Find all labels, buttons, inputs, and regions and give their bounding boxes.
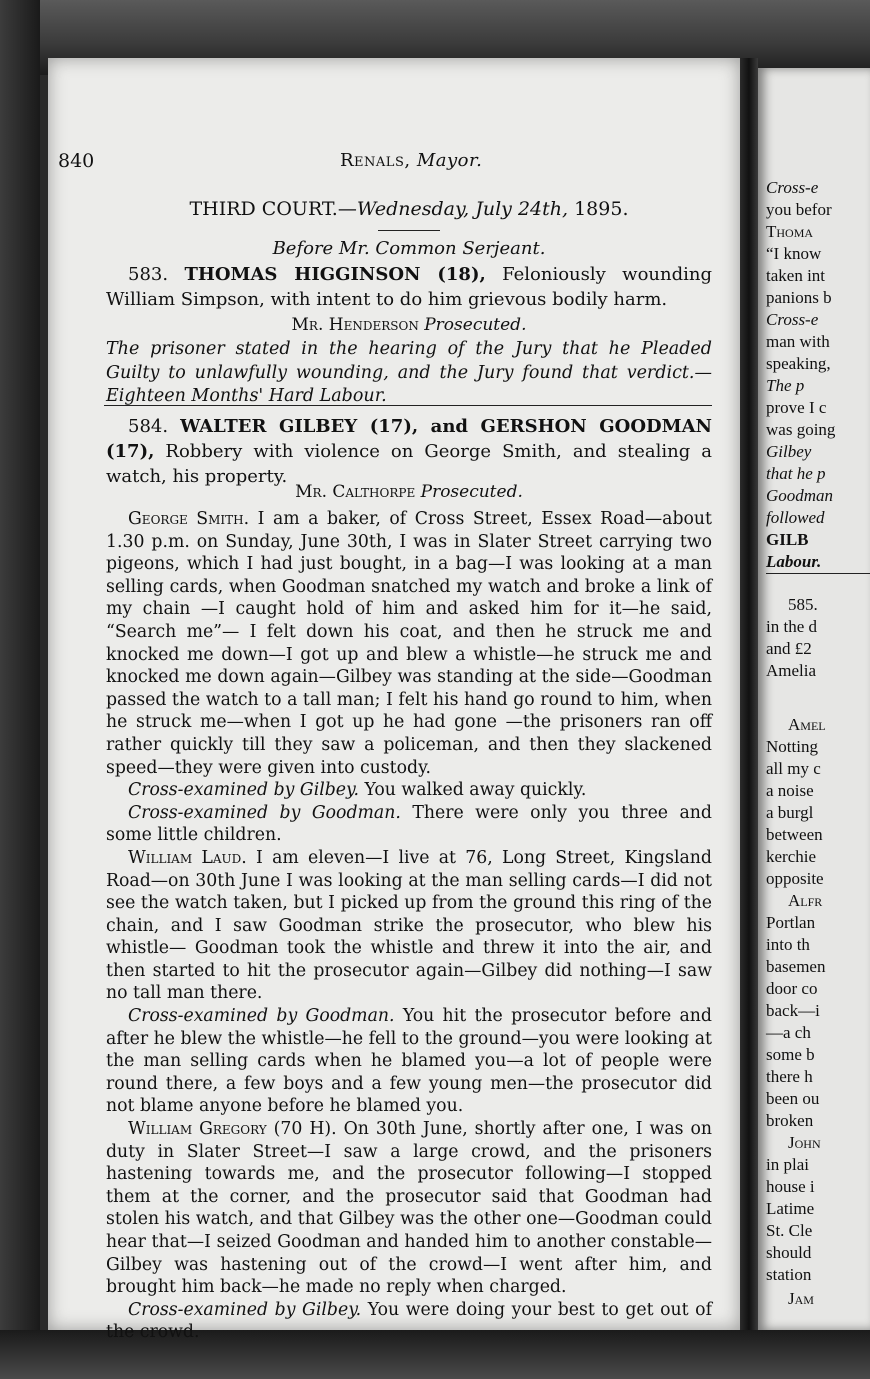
testimony-text: I am a baker, of Cross Street, Essex Road—about 1.30 p.m. on Sunday, June 30th, I was in Slater Street carrying two pigeons, which I had just bought, in a bag—I was looking at a man selling cards, when Goodman snatched my watch and broke a link of my chain —I caught hold of him and asked him for it—he said, “Search me”— I felt down his coat, and then he struck me and knocked me down—I got up and blew a whistle—he struck me and knocked me down again—Gilbey was standing at the side—Goodman passed the watch to a tall man; I felt his hand go round to him, when he struck me—when I got up he had gone —the prisoners ran off rather quickly till they saw a policeman, and then they slackened speed—they were given into custody. — [106, 509, 713, 778]
case-584-prosecutor — [106, 482, 712, 502]
short-divider — [378, 230, 440, 231]
testimony-william-gregory — [106, 1118, 712, 1299]
testimony-text: I am eleven—I live at 76, Long Street, Kingsland Road—on 30th June I was looking at the man selling cards—I did not see the watch taken, but I picked up from the ground this ring of the chain, and I saw Goodman strike the prosecutor, who blew his whistle— Goodman took the whistle and threw it into the air, and then started to hit the prosecutor again—Gilbey did nothing—I saw no tall man there. — [106, 847, 712, 1004]
facing-line: Amel — [788, 715, 826, 734]
facing-line: some b — [766, 1045, 815, 1064]
cross-exam-text: There were only you three and some little children. — [106, 802, 712, 846]
facing-line: Cross-e — [766, 310, 819, 329]
facing-line: been ou — [766, 1089, 820, 1108]
facing-divider — [766, 573, 870, 574]
facing-line: —a ch — [766, 1023, 811, 1042]
facing-line: St. Cle — [766, 1221, 813, 1240]
case-divider — [104, 405, 712, 406]
facing-line: into th — [766, 935, 810, 954]
court-title: THIRD COURT.— — [189, 198, 357, 220]
running-title-role: Mayor. — [416, 150, 483, 171]
case-584-heading — [106, 414, 712, 489]
testimony-william-laud — [106, 847, 712, 1005]
facing-line: panions b — [766, 288, 832, 307]
court-date: Wednesday, July 24th, — [356, 198, 569, 220]
facing-line: that he p — [766, 464, 826, 483]
facing-line: taken int — [766, 266, 826, 285]
speaker-suffix: (70 H). — [273, 1119, 337, 1140]
testimony-george-smith — [106, 508, 712, 779]
facing-line: “I know — [766, 244, 822, 263]
court-year: 1895. — [574, 198, 629, 220]
facing-line: in plai — [766, 1155, 809, 1174]
case-584-number: 584. — [128, 416, 169, 437]
facing-line: GILB — [766, 530, 809, 549]
facing-line: Goodman — [766, 486, 834, 505]
case-584-prosecutor-name: Mr. Calthorpe — [295, 482, 416, 502]
case-583-charge: Feloniously wounding William Simpson, with intent to do him grievous bodily harm. — [106, 264, 712, 310]
speaker-name: William Gregory — [128, 1119, 267, 1140]
facing-line: there h — [766, 1067, 813, 1086]
book-gutter — [740, 58, 758, 1330]
facing-line: Notting — [766, 737, 818, 756]
cross-exam-label: Cross-examined by Goodman. — [128, 1006, 395, 1027]
court-heading — [106, 198, 712, 220]
facing-line: back—i — [766, 1001, 820, 1020]
facing-line: speaking, — [766, 354, 831, 373]
facing-line: man with — [766, 332, 830, 351]
page-number: 840 — [58, 150, 95, 172]
facing-line: a burgl — [766, 803, 814, 822]
before-judge: Before Mr. Common Serjeant. — [272, 238, 546, 259]
cross-exam-label: Cross-examined by Goodman. — [128, 802, 401, 823]
cross-exam-text: You were doing your best to get out of the crowd. — [106, 1299, 712, 1343]
facing-line: and £2 — [766, 639, 812, 658]
facing-line: kerchie — [766, 847, 817, 866]
case-583-prosecutor-suffix: Prosecuted. — [424, 315, 527, 335]
facing-line: in the d — [766, 617, 817, 636]
case-583-number: 583. — [128, 264, 169, 285]
facing-line: opposite — [766, 869, 824, 888]
running-title — [340, 150, 482, 171]
speaker-name: George Smith. — [128, 509, 250, 529]
facing-line: between — [766, 825, 823, 844]
cross-exam-text: You walked away quickly. — [364, 780, 587, 801]
facing-line: Thoma — [766, 222, 814, 241]
facing-line: Alfr — [788, 891, 823, 910]
facing-page — [758, 68, 870, 1330]
facing-line: station — [766, 1265, 812, 1284]
facing-line: prove I c — [766, 398, 827, 417]
facing-line: Latime — [766, 1199, 815, 1218]
facing-line: door co — [766, 979, 818, 998]
testimony-text: On 30th June, shortly after one, I was on duty in Slater Street—I saw a large crowd, and the prisoners hastening towards me, and the prosecutor following—I stopped them at the corner, and the prosecutor said that Goodman had stolen his watch, and that Gilbey was the other one—Goodman could hear that—I seized Goodman and handed him to another constable—Gilbey was hastening out of the crowd—I went after him, and brought him back—he made no reply when charged. — [106, 1119, 712, 1298]
case-583-verdict: The prisoner stated in the hearing of the Jury that he Pleaded Guilty to unlawfully wounding, and the Jury found that verdict.—Eighteen Months' Hard Labour. — [106, 339, 712, 406]
cross-exam-text: You hit the prosecutor before and after he blew the whistle—he fell to the ground—you were looking at the man selling cards when he blamed you—a lot of people were round there, a few boys and a few young men—the prosecutor did not blame anyone before he blamed you. — [106, 1006, 712, 1117]
facing-line: Jam — [788, 1289, 814, 1308]
cross-exam-goodman-1 — [106, 802, 712, 847]
case-584-title: WALTER GILBEY (17), and GERSHON GOODMAN (17), — [106, 416, 712, 462]
facing-line: Gilbey — [766, 442, 812, 461]
facing-line: followed — [766, 508, 825, 527]
cross-exam-label: Cross-examined by Gilbey. — [128, 780, 359, 801]
facing-line: was going — [766, 420, 836, 439]
facing-line: basemen — [766, 957, 826, 976]
case-583-prosecutor — [106, 315, 712, 335]
facing-line: Cross-e — [766, 178, 819, 197]
facing-line: broken — [766, 1111, 814, 1130]
facing-line: you befor — [766, 200, 832, 219]
facing-line: all my c — [766, 759, 821, 778]
facing-line: house i — [766, 1177, 815, 1196]
facing-line: should — [766, 1243, 812, 1262]
facing-line: Amelia — [766, 661, 817, 680]
facing-line: Labour. — [766, 552, 822, 571]
case-583-heading — [106, 262, 712, 312]
case-583-prosecutor-name: Mr. Henderson — [291, 315, 419, 335]
cross-exam-gilbey-2 — [106, 1299, 712, 1344]
cross-exam-label: Cross-examined by Gilbey. — [128, 1299, 362, 1320]
testimony — [106, 508, 712, 1344]
case-584-charge: Robbery with violence on George Smith, and stealing a watch, his property. — [106, 441, 712, 487]
facing-line: 585. — [788, 595, 818, 614]
facing-line: John — [788, 1133, 821, 1152]
running-title-name: Renals, — [340, 150, 411, 171]
scan-background-left — [0, 0, 40, 1379]
speaker-name: William Laud. — [128, 847, 247, 868]
cross-exam-gilbey-1 — [106, 779, 712, 802]
case-583-title: THOMAS HIGGINSON (18), — [184, 264, 486, 285]
cross-exam-goodman-2 — [106, 1005, 712, 1118]
facing-line: Portlan — [766, 913, 816, 932]
facing-line: The p — [766, 376, 805, 395]
case-584-prosecutor-suffix: Prosecuted. — [420, 482, 523, 502]
facing-line: a noise — [766, 781, 814, 800]
